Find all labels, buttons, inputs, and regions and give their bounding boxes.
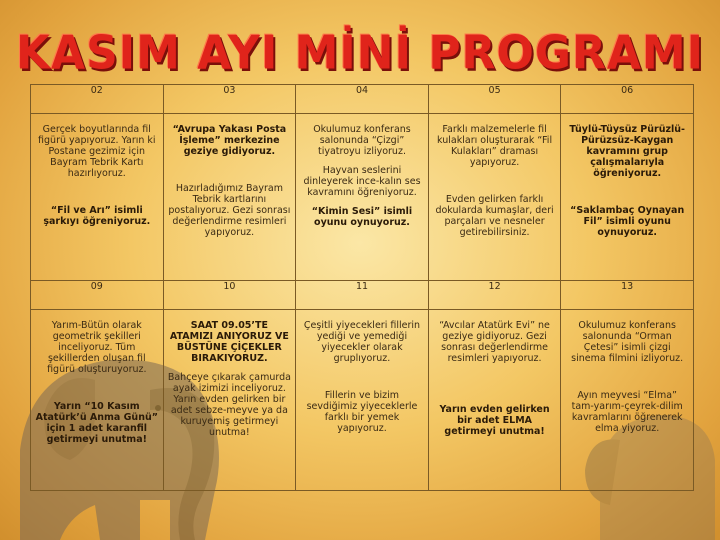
day-cell — [31, 114, 164, 281]
activity-text: Bahçeye çıkarak çamurda ayak izimizi inceliyoruz. Yarın evden gelirken bir adet sebze-meyve ya da kuruyemiş getirmeyi unutma! — [167, 372, 291, 438]
activity-text: Ayın meyvesi “Elma” tam-yarım-çeyrek-dilim kavramlarını öğrenerek elma yiyoruz. — [571, 390, 683, 434]
activity-text: “Kimin Sesi” isimli oyunu oynuyoruz. — [311, 206, 413, 228]
activity-text: SAAT 09.05’TE ATAMIZI ANIYORUZ VE BÜSTÜNE ÇİÇEKLER BIRAKIYORUZ. — [169, 320, 289, 364]
day-header: 11 — [296, 281, 429, 310]
activity-text: Hayvan seslerini dinleyerek ince-kalın ses kavramını öğreniyoruz. — [303, 165, 421, 198]
activity-text: “Avcılar Atatürk Evi” ne geziye gidiyoruz. Gezi sonrası değerlendirme resimleri yapıyoruz. — [439, 320, 550, 364]
day-cell — [561, 310, 694, 491]
header-row-week-2 — [31, 281, 694, 310]
activity-text: Fillerin ve bizim sevdiğimiz yiyeceklerle farklı bir yemek yapıyoruz. — [306, 390, 418, 434]
day-cell — [296, 310, 429, 491]
activity-text: “Saklambaç Oynayan Fil” isimli oyunu oynuyoruz. — [570, 205, 685, 238]
activity-text: Yarın “10 Kasım Atatürk’ü Anma Günü” için 1 adet karanfil getirmeyi unutma! — [35, 401, 158, 445]
program-table — [30, 84, 694, 491]
day-cell — [561, 114, 694, 281]
day-cell — [296, 114, 429, 281]
day-cell — [163, 310, 296, 491]
day-cell — [428, 114, 561, 281]
day-header: 05 — [428, 85, 561, 114]
day-header: 10 — [163, 281, 296, 310]
day-header: 03 — [163, 85, 296, 114]
activity-text: Evden gelirken farklı dokularda kumaşlar, deri parçaları ve nesneler getirebilirsiniz. — [435, 194, 554, 238]
content-row-week-2 — [31, 310, 694, 491]
day-header: 04 — [296, 85, 429, 114]
day-cell — [428, 310, 561, 491]
activity-text: Okulumuz konferans salonunda “Orman Çetesi” isimli çizgi sinema filmini izliyoruz. — [571, 320, 684, 364]
activity-text: “Avrupa Yakası Posta İşleme” merkezine geziye gidiyoruz. — [172, 124, 287, 157]
activity-text: Hazırladığımız Bayram Tebrik kartlarını postalıyoruz. Gezi sonrası değerlendirme resimleri yapıyoruz. — [168, 183, 291, 238]
day-header: 02 — [31, 85, 164, 114]
activity-text: Yarın evden gelirken bir adet ELMA getirmeyi unutma! — [439, 404, 550, 437]
day-header: 06 — [561, 85, 694, 114]
page-title: KASIM AYI MİNİ PROGRAMI — [15, 26, 705, 81]
activity-text: Tüylü-Tüysüz Pürüzlü-Pürüzsüz-Kaygan kavramını grup çalışmalarıyla öğreniyoruz. — [569, 124, 685, 179]
day-header: 09 — [31, 281, 164, 310]
activity-text: Gerçek boyutlarında fil figürü yapıyoruz. Yarın ki Postane gezimiz için Bayram Tebrik Kartı hazırlıyoruz. — [38, 124, 156, 179]
activity-text: Yarım-Bütün olarak geometrik şekilleri inceliyoruz. Tüm şekillerden oluşan fil figürü oluşturuyoruz. — [47, 320, 147, 375]
activity-text: Çeşitli yiyecekleri fillerin yediği ve yemediği yiyecekler olarak gruplıyoruz. — [303, 320, 421, 364]
activity-text: Okulumuz konferans salonunda “Çizgi” tiyatroyu izliyoruz. — [313, 124, 411, 157]
header-row-week-1 — [31, 85, 694, 114]
activity-text: “Fil ve Arı” isimli şarkıyı öğreniyoruz. — [43, 205, 151, 227]
day-cell — [31, 310, 164, 491]
activity-text: Farklı malzemelerle fil kulakları oluşturarak “Fil Kulakları” draması yapıyoruz. — [437, 124, 553, 168]
day-header: 13 — [561, 281, 694, 310]
day-cell — [163, 114, 296, 281]
content-row-week-1 — [31, 114, 694, 281]
day-header: 12 — [428, 281, 561, 310]
